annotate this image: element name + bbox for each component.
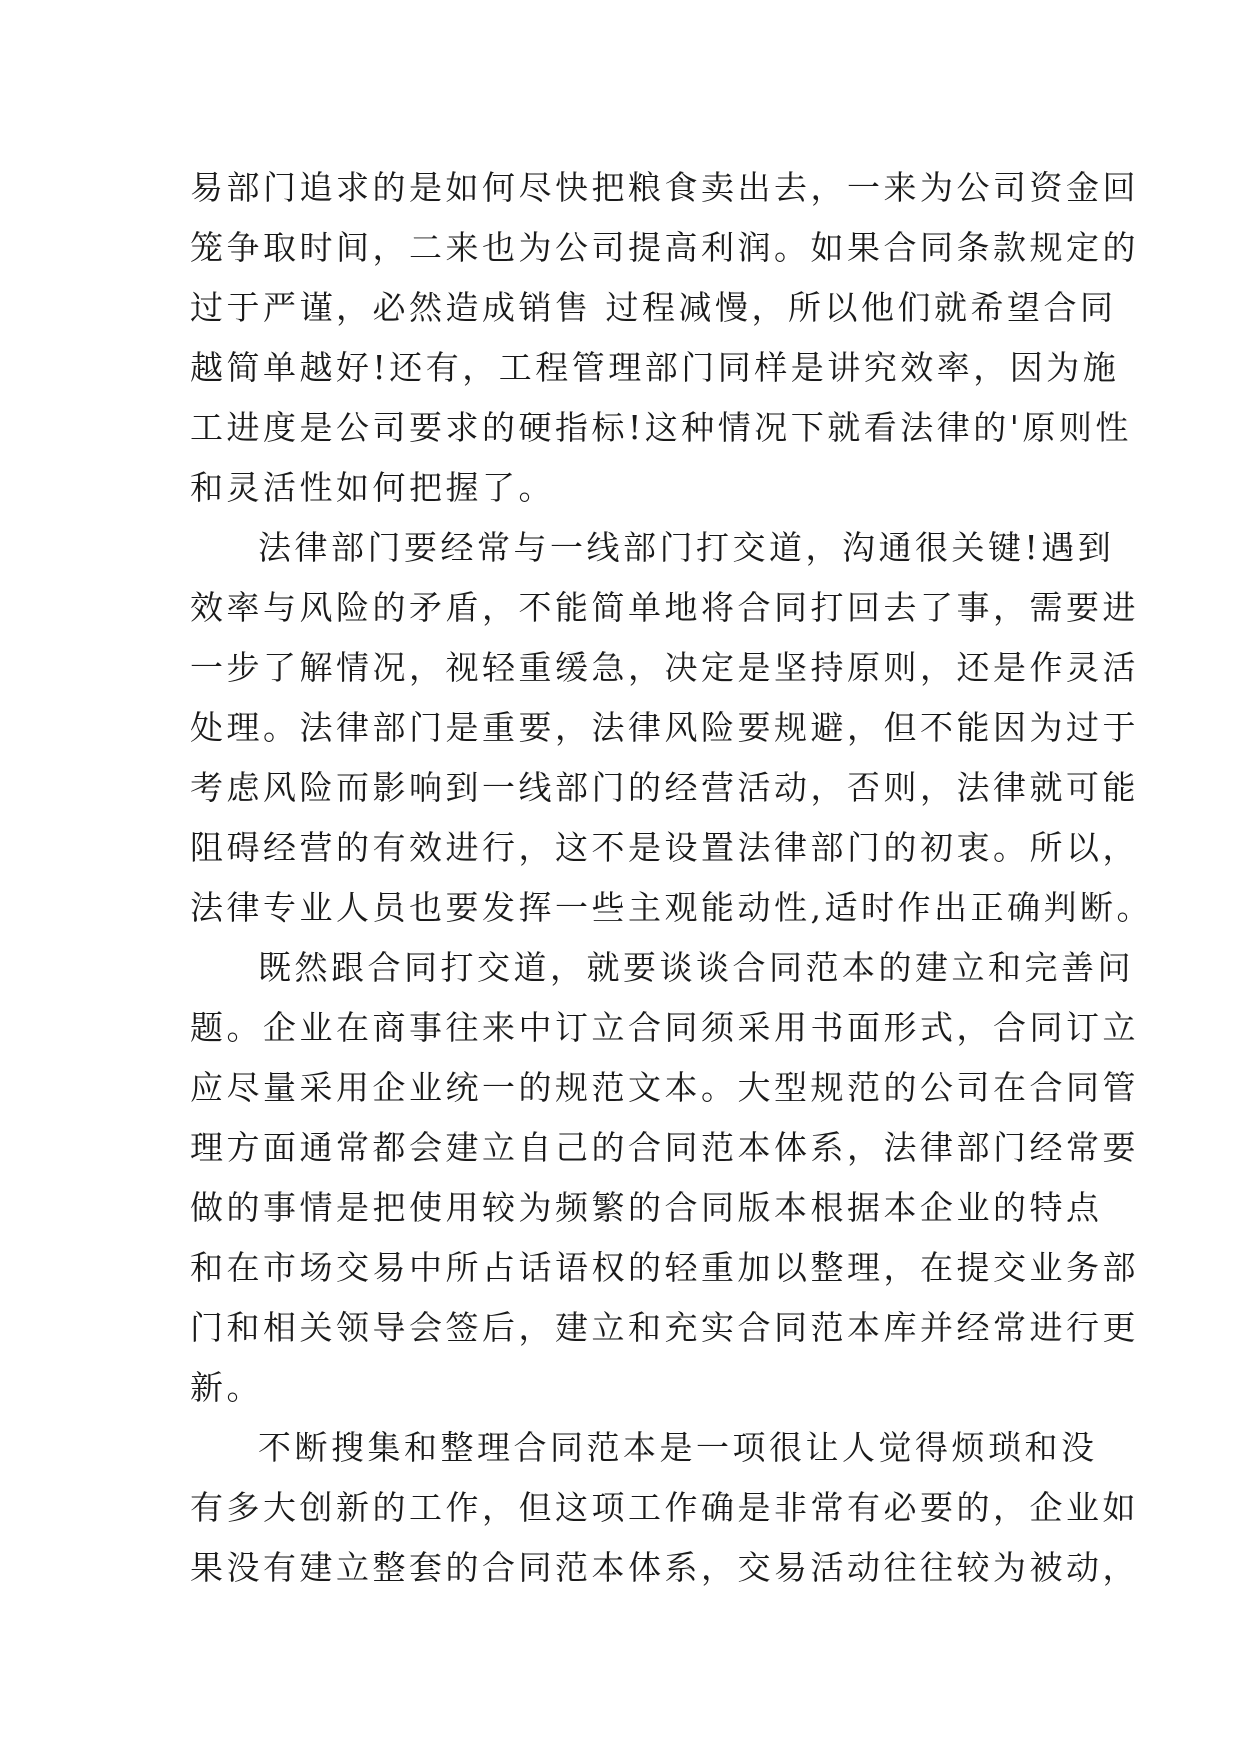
text-line: 门和相关领导会签后，建立和充实合同范本库并经常进行更 [190,1308,1139,1347]
text-line: 有多大创新的工作，但这项工作确是非常有必要的，企业如 [190,1488,1139,1527]
text-line: 笼争取时间，二来也为公司提高利润。如果合同条款规定的 [190,228,1139,267]
text-line: 既然跟合同打交道，就要谈谈合同范本的建立和完善问 [258,948,1134,987]
document-body [190,158,1153,1598]
text-line: 理方面通常都会建立自己的合同范本体系，法律部门经常要 [190,1128,1139,1167]
text-line: 新。 [190,1368,263,1407]
text-line: 效率与风险的矛盾，不能简单地将合同打回去了事，需要进 [190,588,1139,627]
text-line: 处理。法律部门是重要，法律风险要规避，但不能因为过于 [190,708,1139,747]
text-line: 做的事情是把使用较为频繁的合同版本根据本企业的特点 [190,1188,1103,1227]
text-line: 一步了解情况，视轻重缓急，决定是坚持原则，还是作灵活 [190,648,1139,687]
text-line: 易部门追求的是如何尽快把粮食卖出去，一来为公司资金回 [190,168,1139,207]
text-line: 题。企业在商事往来中订立合同须采用书面形式，合同订立 [190,1008,1139,1047]
text-line: 工进度是公司要求的硬指标!这种情况下就看法律的'原则性 [190,408,1132,447]
text-line: 果没有建立整套的合同范本体系，交易活动往往较为被动， [190,1548,1139,1587]
text-line: 阻碍经营的有效进行，这不是设置法律部门的初衷。所以， [190,828,1139,867]
text-line: 过于严谨，必然造成销售 过程减慢，所以他们就希望合同 [190,288,1117,327]
text-line: 应尽量采用企业统一的规范文本。大型规范的公司在合同管 [190,1068,1139,1107]
text-line: 和在市场交易中所占话语权的轻重加以整理，在提交业务部 [190,1248,1139,1287]
text-line: 法律部门要经常与一线部门打交道，沟通很关键!遇到 [258,528,1115,567]
text-line: 和灵活性如何把握了。 [190,468,555,507]
text-line: 考虑风险而影响到一线部门的经营活动，否则，法律就可能 [190,768,1139,807]
text-line: 不断搜集和整理合同范本是一项很让人觉得烦琐和没 [258,1428,1098,1467]
text-line: 越简单越好!还有，工程管理部门同样是讲究效率，因为施 [190,348,1120,387]
text-line: 法律专业人员也要发挥一些主观能动性,适时作出正确判断。 [190,888,1153,927]
